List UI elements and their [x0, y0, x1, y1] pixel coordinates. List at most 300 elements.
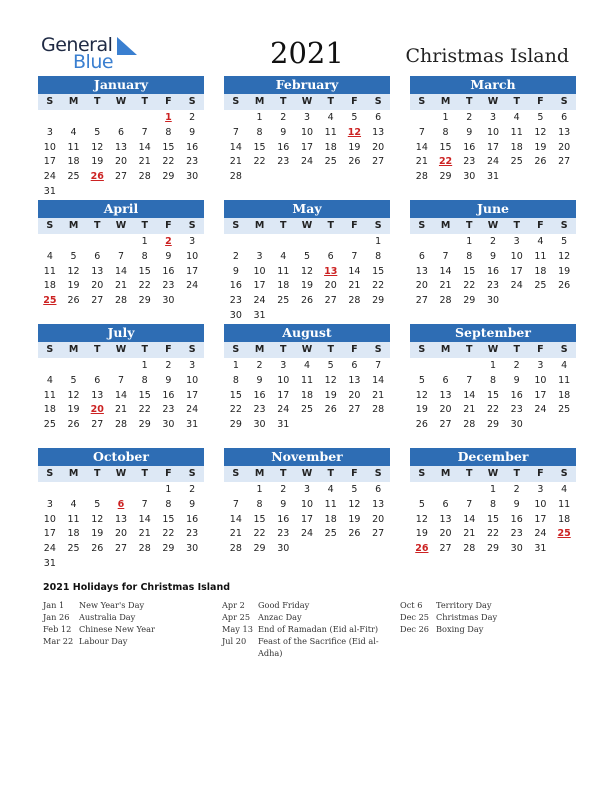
holiday-name: Australia Day: [79, 612, 136, 622]
day-grid: [38, 111, 204, 200]
day-cell: 9: [189, 126, 196, 138]
day-cell: 10: [486, 126, 500, 138]
day-cell: 5: [351, 112, 358, 123]
day-cell: 10: [43, 513, 56, 525]
day-cell: 30: [162, 419, 175, 431]
day-cell: 1: [489, 484, 497, 495]
day-cell: 12: [91, 513, 104, 525]
day-cell: 23: [253, 404, 266, 416]
day-cell: 15: [439, 141, 452, 153]
weekday-label: S: [46, 96, 54, 107]
day-cell: 15: [253, 513, 266, 525]
month-november: [224, 448, 390, 557]
weekday-label: T: [466, 344, 473, 355]
day-cell: 19: [67, 280, 80, 292]
weekday-label: M: [68, 220, 79, 231]
day-cell: 23: [277, 156, 290, 168]
day-cell: 14: [372, 374, 385, 386]
weekday-label: T: [94, 344, 101, 355]
day-cell: 7: [232, 498, 239, 510]
logo-text-blue: Blue: [73, 51, 114, 73]
month-may: [224, 200, 390, 324]
day-cell: 14: [138, 141, 151, 153]
day-empty: [133, 111, 157, 126]
day-cell: 29: [138, 295, 151, 307]
day-cell: 29: [486, 419, 500, 431]
day-cell: 31: [43, 185, 56, 197]
day-cell: 4: [561, 360, 568, 371]
weekday-label: M: [440, 96, 451, 107]
weekday-label: S: [560, 344, 568, 355]
day-grid: [410, 483, 576, 557]
day-cell: 25: [67, 171, 80, 183]
month-october: [38, 448, 204, 572]
day-cell: 10: [300, 126, 314, 138]
weekday-label: F: [165, 344, 172, 355]
day-cell: 4: [327, 484, 334, 495]
weekday-label: T: [141, 344, 148, 355]
day-cell: 4: [70, 498, 77, 510]
day-cell: 12: [534, 126, 547, 138]
day-cell: 22: [162, 156, 175, 168]
month-september: [410, 324, 576, 433]
weekday-label: T: [327, 96, 334, 107]
day-cell: 13: [91, 389, 104, 401]
day-cell: 16: [486, 265, 500, 277]
month-december: [410, 448, 576, 557]
day-cell: 21: [463, 404, 476, 416]
day-cell: 13: [372, 498, 385, 510]
weekday-label: F: [165, 220, 172, 231]
day-cell: 21: [415, 156, 428, 168]
weekday-label: W: [487, 220, 499, 231]
day-cell: 6: [94, 374, 101, 386]
day-cell: 20: [558, 141, 571, 153]
day-cell: 20: [372, 141, 385, 153]
day-cell: 16: [277, 141, 290, 153]
weekday-label: M: [254, 468, 265, 479]
day-cell: 21: [439, 280, 452, 292]
holiday-name: Feast of the Sacrifice (Eid al-Adha): [258, 636, 379, 658]
day-cell: 29: [486, 543, 500, 555]
page-title-country: Christmas Island: [405, 45, 569, 67]
day-cell: 1: [489, 360, 497, 371]
day-cell: 17: [534, 513, 547, 525]
day-cell: 23: [463, 156, 476, 168]
weekday-label: M: [254, 344, 265, 355]
day-cell: 16: [510, 389, 523, 401]
day-cell: 1: [256, 484, 263, 495]
day-cell: 14: [348, 265, 361, 277]
day-cell: 9: [165, 374, 172, 386]
weekday-header-row: [224, 342, 390, 358]
weekday-label: T: [141, 96, 148, 107]
day-cell: 2: [513, 484, 520, 495]
day-cell: 1: [165, 484, 172, 495]
day-cell: 3: [189, 360, 196, 371]
day-grid: [410, 111, 576, 185]
day-cell: 27: [324, 295, 337, 307]
weekday-label: W: [301, 468, 313, 479]
day-cell: 11: [558, 498, 571, 510]
day-cell: 10: [300, 498, 314, 510]
weekday-label: T: [280, 220, 287, 231]
weekday-label: M: [254, 220, 265, 231]
day-empty: [457, 483, 481, 498]
day-empty: [457, 359, 481, 374]
day-cell: 7: [232, 126, 239, 138]
weekday-label: T: [513, 344, 520, 355]
day-cell: 6: [375, 112, 382, 123]
day-cell: 12: [300, 265, 314, 277]
day-cell: 20: [348, 389, 361, 401]
day-cell: 16: [162, 265, 175, 277]
day-cell: 6: [561, 112, 568, 123]
month-march: [410, 76, 576, 185]
day-cell: 14: [114, 389, 128, 401]
weekday-header-row: [410, 342, 576, 358]
day-cell: 27: [348, 404, 361, 416]
weekday-label: M: [68, 96, 79, 107]
day-cell: 15: [253, 141, 266, 153]
day-empty: [85, 111, 109, 126]
holiday-item: [400, 599, 576, 611]
day-cell: 18: [324, 513, 337, 525]
day-cell: 1: [141, 236, 148, 247]
weekday-label: W: [301, 344, 313, 355]
day-grid: [410, 235, 576, 309]
day-cell: 20: [91, 280, 104, 292]
day-cell: 4: [280, 250, 287, 262]
day-cell: 20: [439, 404, 452, 416]
day-cell: 27: [558, 156, 571, 168]
month-header: August: [224, 324, 390, 342]
weekday-label: S: [560, 468, 568, 479]
day-cell: 27: [91, 419, 104, 431]
day-cell: 21: [138, 156, 151, 168]
day-cell: 17: [486, 141, 500, 153]
day-cell: 11: [67, 513, 80, 525]
day-empty: [319, 235, 343, 250]
day-cell: 28: [114, 295, 128, 307]
day-empty: [62, 235, 86, 250]
day-cell: 13: [558, 126, 571, 138]
day-cell: 24: [300, 156, 314, 168]
day-empty: [224, 235, 248, 250]
day-empty: [410, 359, 434, 374]
weekday-header-row: [38, 218, 204, 234]
day-cell: 8: [256, 498, 263, 510]
day-cell: 29: [463, 295, 476, 307]
day-cell: 29: [372, 295, 385, 307]
day-cell: 27: [439, 543, 452, 555]
weekday-label: T: [513, 96, 520, 107]
day-cell: 30: [277, 543, 290, 555]
day-cell: 16: [277, 513, 290, 525]
day-cell: 28: [138, 171, 151, 183]
day-cell: 29: [162, 171, 175, 183]
holiday-item: [43, 611, 219, 623]
day-cell: 13: [415, 265, 428, 277]
day-grid: [224, 483, 390, 557]
day-cell: 18: [558, 389, 571, 401]
day-cell: 8: [256, 126, 263, 138]
day-empty: [434, 483, 458, 498]
weekday-header-row: [410, 466, 576, 482]
day-empty: [295, 235, 319, 250]
day-empty: [410, 483, 434, 498]
weekday-label: T: [327, 344, 334, 355]
weekday-label: M: [68, 468, 79, 479]
weekday-label: W: [115, 344, 127, 355]
day-cell: 2: [232, 250, 239, 262]
day-cell: 13: [372, 126, 385, 138]
day-cell: 13: [439, 513, 452, 525]
day-cell: 17: [43, 528, 56, 540]
weekday-label: T: [141, 468, 148, 479]
day-cell: 5: [327, 360, 334, 371]
day-cell: 11: [67, 141, 80, 153]
day-cell: 24: [43, 171, 56, 183]
day-cell: 22: [253, 156, 266, 168]
day-cell: 8: [141, 374, 148, 386]
weekday-header-row: [38, 342, 204, 358]
day-cell: 12: [348, 498, 361, 510]
day-cell: 30: [186, 171, 199, 183]
day-cell: 17: [186, 389, 199, 401]
day-cell: 29: [253, 543, 266, 555]
weekday-label: T: [94, 220, 101, 231]
day-cell: 19: [91, 156, 104, 168]
day-cell: 18: [67, 156, 80, 168]
day-cell: 13: [91, 265, 104, 277]
day-cell: 9: [165, 250, 172, 262]
month-header: December: [410, 448, 576, 466]
day-grid: [224, 359, 390, 433]
day-cell: 6: [117, 126, 125, 138]
day-cell: 28: [138, 543, 151, 555]
day-cell: 23: [510, 404, 523, 416]
day-cell: 4: [46, 374, 53, 386]
day-cell-holiday: 26: [415, 543, 429, 555]
day-cell: 12: [324, 374, 337, 386]
holiday-name: Labour Day: [79, 636, 128, 646]
weekday-label: S: [374, 468, 382, 479]
holidays-column: [43, 599, 219, 647]
weekday-header-row: [224, 218, 390, 234]
day-cell: 18: [300, 389, 314, 401]
day-cell: 21: [348, 280, 361, 292]
day-cell: 5: [70, 374, 77, 386]
day-cell: 29: [162, 543, 175, 555]
day-cell: 22: [229, 404, 242, 416]
weekday-label: S: [560, 96, 568, 107]
day-cell: 16: [510, 513, 523, 525]
day-empty: [85, 483, 109, 498]
day-cell: 24: [486, 156, 500, 168]
day-empty: [434, 359, 458, 374]
weekday-label: W: [115, 468, 127, 479]
day-cell: 30: [253, 419, 266, 431]
month-april: [38, 200, 204, 309]
day-cell: 28: [229, 171, 242, 183]
day-cell: 24: [186, 404, 199, 416]
day-cell: 15: [162, 513, 175, 525]
day-cell: 11: [277, 265, 290, 277]
day-cell: 7: [375, 360, 382, 371]
day-cell: 15: [463, 265, 476, 277]
day-empty: [85, 359, 109, 374]
holiday-item: [222, 635, 398, 659]
day-cell: 3: [46, 498, 53, 510]
weekday-label: W: [487, 468, 499, 479]
day-empty: [38, 483, 62, 498]
day-cell: 4: [46, 250, 53, 262]
holiday-name: End of Ramadan (Eid al-Fitr): [258, 624, 379, 634]
weekday-label: S: [188, 468, 196, 479]
day-cell: 1: [466, 236, 473, 247]
day-cell: 8: [466, 250, 473, 262]
month-header: May: [224, 200, 390, 218]
day-cell: 1: [232, 360, 239, 371]
day-cell: 10: [534, 498, 547, 510]
day-cell: 26: [415, 419, 428, 431]
day-cell: 3: [537, 360, 544, 371]
weekday-label: T: [141, 220, 148, 231]
weekday-label: S: [232, 468, 240, 479]
day-cell: 1: [375, 236, 382, 247]
day-cell: 27: [114, 543, 128, 555]
day-cell-holiday: 13: [324, 265, 338, 277]
weekday-label: W: [487, 96, 499, 107]
day-cell: 7: [141, 498, 148, 510]
weekday-label: M: [440, 468, 451, 479]
holiday-date: Feb 12: [43, 624, 72, 634]
day-cell: 20: [114, 528, 128, 540]
day-cell: 27: [114, 171, 128, 183]
day-cell: 25: [324, 156, 337, 168]
day-cell: 19: [324, 389, 337, 401]
month-header: July: [38, 324, 204, 342]
day-empty: [109, 483, 133, 498]
logo-flag-icon: [113, 37, 139, 57]
day-cell: 17: [300, 513, 314, 525]
weekday-label: F: [165, 468, 172, 479]
day-cell: 16: [229, 280, 242, 292]
weekday-label: M: [254, 96, 265, 107]
day-cell: 12: [558, 250, 571, 262]
day-cell: 3: [303, 112, 311, 123]
weekday-label: F: [351, 344, 358, 355]
holiday-item: [400, 611, 576, 623]
day-cell: 12: [67, 265, 80, 277]
weekday-label: S: [418, 468, 426, 479]
day-cell: 12: [415, 513, 428, 525]
day-cell: 26: [348, 156, 361, 168]
day-cell: 21: [229, 528, 242, 540]
day-cell: 18: [510, 141, 523, 153]
day-cell: 29: [229, 419, 242, 431]
weekday-label: T: [466, 468, 473, 479]
day-cell: 6: [375, 484, 382, 495]
day-cell: 27: [415, 295, 428, 307]
day-empty: [248, 235, 272, 250]
day-cell: 10: [43, 141, 56, 153]
day-cell: 8: [141, 250, 148, 262]
day-empty: [410, 111, 434, 126]
day-cell: 30: [186, 543, 199, 555]
day-cell: 31: [486, 171, 500, 183]
day-cell: 2: [280, 112, 287, 123]
day-cell: 14: [415, 141, 428, 153]
day-empty: [224, 111, 248, 126]
day-cell: 16: [186, 513, 199, 525]
weekday-label: M: [68, 344, 79, 355]
day-empty: [38, 235, 62, 250]
weekday-label: S: [374, 96, 382, 107]
day-cell-holiday: 25: [557, 528, 571, 540]
day-cell: 7: [442, 250, 449, 262]
day-cell: 10: [186, 374, 199, 386]
day-cell: 3: [537, 484, 544, 495]
day-cell: 14: [439, 265, 452, 277]
weekday-label: W: [115, 96, 127, 107]
day-cell: 31: [253, 309, 266, 321]
holiday-item: [43, 635, 219, 647]
day-cell: 26: [348, 528, 361, 540]
day-cell: 12: [67, 389, 80, 401]
day-empty: [343, 235, 367, 250]
day-cell: 26: [67, 419, 80, 431]
day-cell: 18: [277, 280, 290, 292]
day-cell: 13: [114, 141, 128, 153]
day-cell: 24: [534, 528, 547, 540]
day-cell: 14: [463, 513, 476, 525]
day-cell: 23: [186, 528, 199, 540]
day-cell: 24: [43, 543, 56, 555]
weekday-label: F: [537, 96, 544, 107]
holidays-title: 2021 Holidays for Christmas Island: [43, 582, 231, 593]
day-cell: 13: [348, 374, 361, 386]
day-cell: 28: [372, 404, 385, 416]
day-cell: 3: [189, 236, 196, 247]
weekday-header-row: [410, 218, 576, 234]
day-cell: 7: [351, 250, 358, 262]
day-cell: 16: [162, 389, 175, 401]
day-cell: 17: [253, 280, 266, 292]
weekday-label: T: [280, 468, 287, 479]
day-cell: 17: [300, 141, 314, 153]
day-cell: 14: [138, 513, 151, 525]
day-cell: 3: [489, 112, 497, 123]
weekday-label: S: [418, 96, 426, 107]
day-cell: 5: [94, 126, 101, 138]
day-empty: [224, 483, 248, 498]
day-empty: [133, 483, 157, 498]
weekday-header-row: [38, 94, 204, 110]
day-cell: 7: [117, 374, 125, 386]
day-cell: 1: [442, 112, 449, 123]
day-cell: 25: [300, 404, 314, 416]
day-cell: 1: [256, 112, 263, 123]
day-cell: 24: [277, 404, 290, 416]
day-cell: 30: [486, 295, 500, 307]
weekday-header-row: [410, 94, 576, 110]
day-cell: 18: [558, 513, 571, 525]
day-cell: 22: [463, 280, 476, 292]
day-cell: 26: [534, 156, 547, 168]
weekday-label: W: [115, 220, 127, 231]
